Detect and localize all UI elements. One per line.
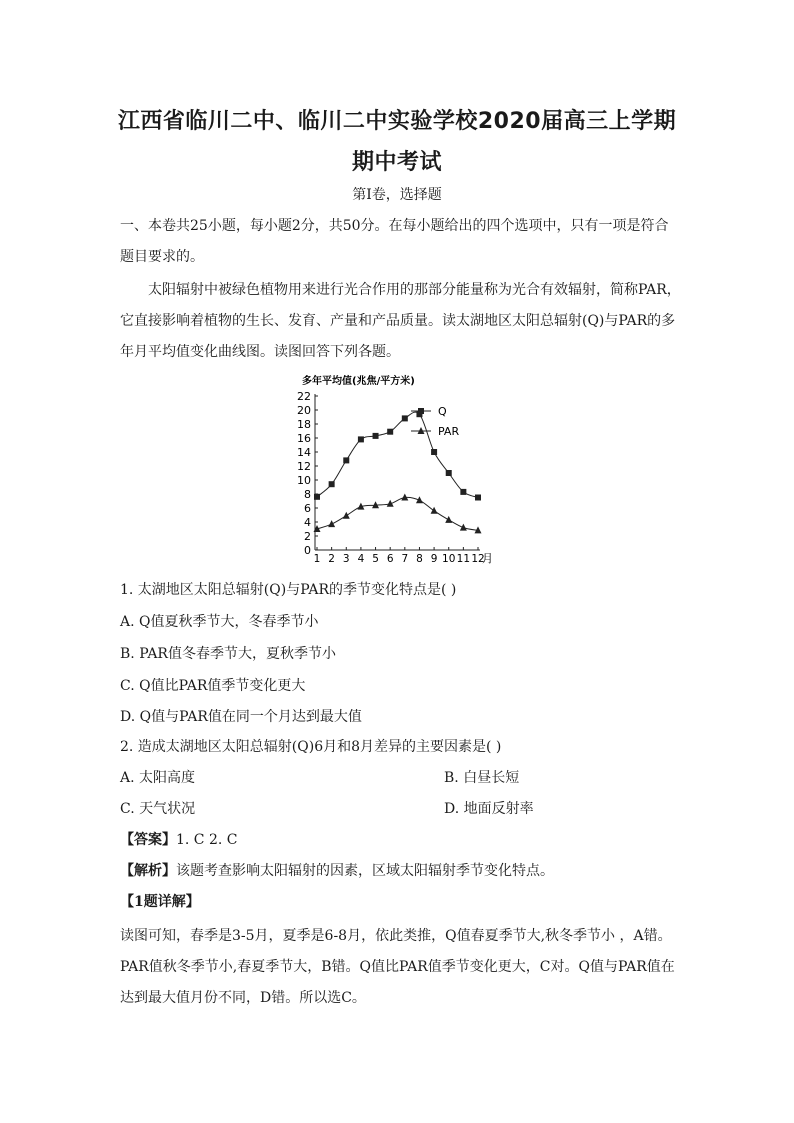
legend-par-label: PAR [438, 425, 460, 438]
answer-tag: 【答案】 [120, 832, 176, 848]
y-tick-label: 6 [304, 502, 311, 515]
y-tick-label: 20 [297, 404, 311, 417]
answer-text: 1. C 2. C [176, 832, 238, 848]
x-tick-label: 10 [442, 553, 456, 565]
explanation-line-3: 达到最大值月份不同，D错。所以选C。 [120, 990, 366, 1006]
chart-legend [411, 405, 459, 438]
q2-option-a: A. 太阳高度 [120, 770, 196, 786]
passage-line-2: 它直接影响着植物的生长、发育、产量和产品质量。读太湖地区太阳总辐射(Q)与PAR的多 [120, 313, 676, 329]
x-tick-label: 6 [386, 553, 394, 565]
q2-stem: 2. 造成太湖地区太阳总辐射(Q)6月和8月差异的主要因素是( ) [120, 739, 502, 755]
q1-option-a: A. Q值夏秋季节大，冬春季节小 [120, 614, 319, 630]
chart-ylabel: 多年平均值(兆焦/平方米) [302, 376, 415, 387]
y-tick-label: 0 [304, 544, 311, 557]
x-tick-label: 8 [416, 553, 423, 565]
q-data-point [431, 449, 437, 455]
y-tick-label: 14 [297, 446, 311, 459]
legend-q-label: Q [438, 405, 447, 418]
passage-line-1: 太阳辐射中被绿色植物用来进行光合作用的那部分能量称为光合有效辐射，简称PAR， [148, 282, 681, 298]
par-data-point [445, 516, 452, 523]
q2-option-c: C. 天气状况 [120, 801, 196, 817]
x-tick-label: 4 [357, 553, 365, 565]
section-heading: 第I卷，选择题 [352, 187, 442, 203]
x-tick-label: 9 [430, 553, 438, 565]
x-tick-label: 7 [401, 553, 409, 565]
passage-line-3: 年月平均值变化曲线图。读图回答下列各题。 [120, 344, 400, 360]
q2-option-d: D. 地面反射率 [444, 801, 534, 817]
q1-stem: 1. 太湖地区太阳总辐射(Q)与PAR的季节变化特点是( ) [120, 582, 457, 598]
instruction-line-2: 题目要求的。 [120, 249, 204, 265]
analysis-line [120, 861, 554, 881]
y-tick-label: 4 [304, 516, 311, 529]
par-data-point [431, 507, 438, 514]
x-tick-label: 11 [456, 553, 471, 565]
analysis-tag: 【解析】 [120, 863, 176, 879]
y-tick-label: 8 [304, 488, 311, 501]
par-data-point [328, 520, 335, 527]
chart-x-unit: 月 [482, 552, 493, 565]
page-subtitle: 期中考试 [351, 150, 442, 175]
instruction-line-1: 一、本卷共25小题，每小题2分，共50分。在每小题给出的四个选项中，只有一项是符合 [120, 218, 669, 234]
answer-line [120, 830, 238, 850]
q1-option-b: B. PAR值冬春季节大，夏秋季节小 [120, 646, 336, 662]
q-data-point [446, 470, 452, 476]
x-tick-label: 2 [328, 553, 335, 565]
y-tick-label: 2 [304, 530, 311, 543]
q-data-point [387, 429, 393, 435]
q-data-point [314, 494, 320, 500]
explanation-line-2: PAR值秋冬季节小,春夏季节大，B错。Q值比PAR值季节变化更大，C对。Q值与PAR值在 [120, 959, 675, 975]
y-tick-label: 12 [297, 460, 311, 473]
y-tick-label: 18 [297, 418, 311, 431]
page-title: 江西省临川二中、临川二中实验学校2020届高三上学期 [117, 109, 677, 134]
y-tick-label: 16 [297, 432, 311, 445]
x-tick-label: 1 [313, 553, 321, 565]
legend-q-marker [418, 408, 424, 414]
y-tick-label: 22 [297, 390, 311, 403]
q-data-point [343, 457, 349, 463]
q-data-point [475, 495, 481, 501]
q-data-point [373, 433, 379, 439]
detail-heading: 【1题详解】 [120, 894, 200, 910]
q-data-point [402, 415, 408, 421]
par-data-point [343, 512, 350, 519]
q2-option-b: B. 白昼长短 [444, 770, 520, 786]
x-tick-label: 3 [342, 553, 350, 565]
radiation-line-chart [280, 372, 520, 572]
q-data-point [460, 489, 466, 495]
analysis-text: 该题考查影响太阳辐射的因素，区域太阳辐射季节变化特点。 [176, 863, 554, 879]
q1-option-d: D. Q值与PAR值在同一个月达到最大值 [120, 709, 362, 725]
series-line-par [317, 497, 478, 530]
x-tick-label: 5 [372, 553, 379, 565]
q1-option-c: C. Q值比PAR值季节变化更大 [120, 678, 306, 694]
y-tick-label: 10 [297, 474, 311, 487]
explanation-line-1: 读图可知，春季是3-5月，夏季是6-8月，依此类推，Q值春夏季节大,秋冬季节小 ，A错。 [120, 928, 672, 944]
q-data-point [358, 436, 364, 442]
q-data-point [329, 481, 335, 487]
x-tick-label: 12 [471, 553, 485, 565]
